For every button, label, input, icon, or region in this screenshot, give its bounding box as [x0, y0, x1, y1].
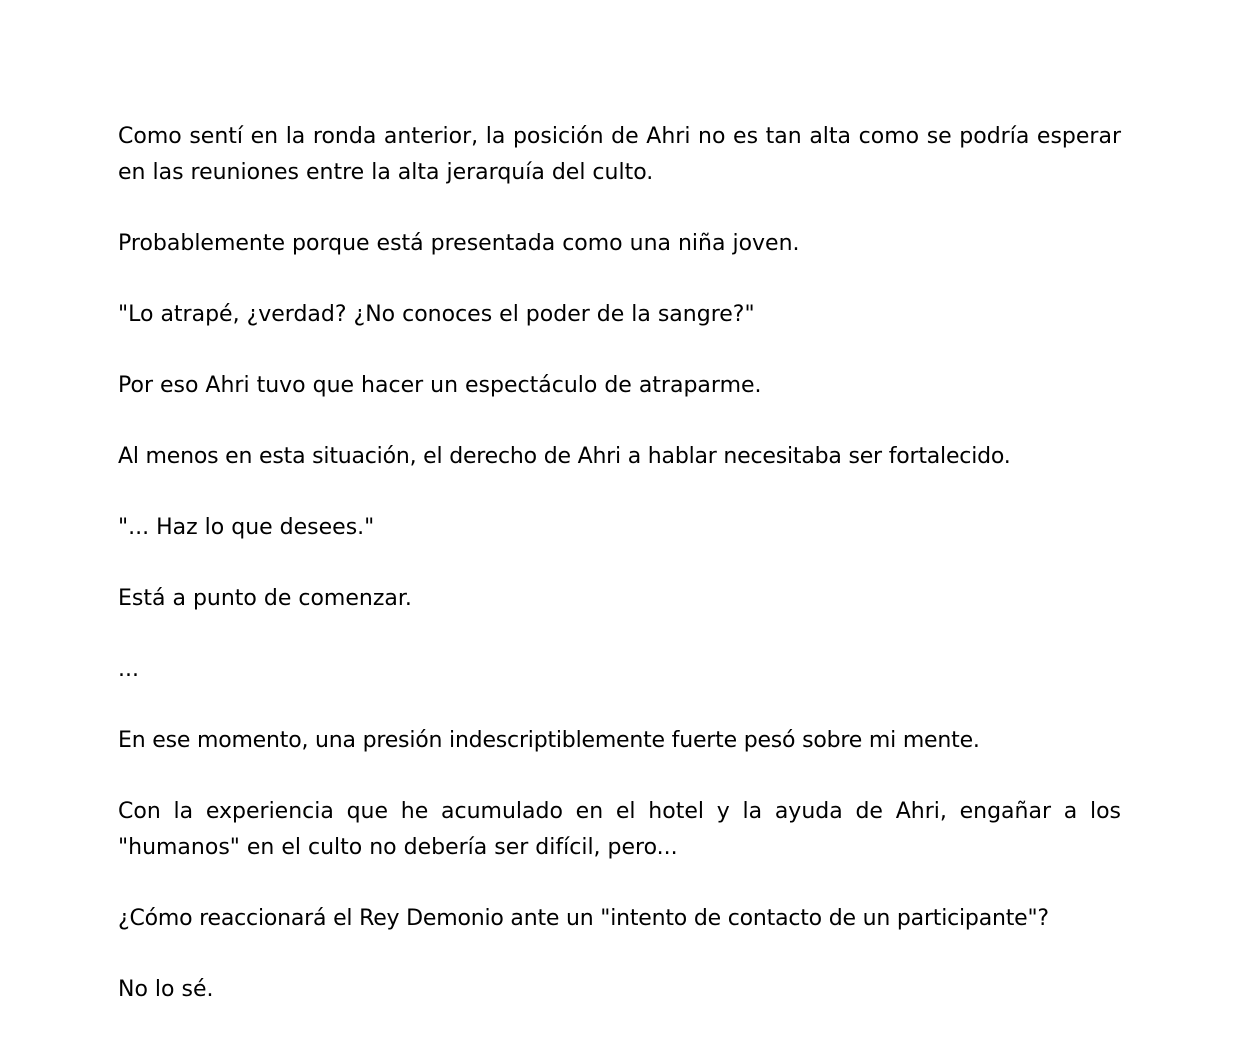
paragraph-9: En ese momento, una presión indescriptiblemente fuerte pesó sobre mi mente.: [118, 728, 980, 753]
paragraph-3: "Lo atrapé, ¿verdad? ¿No conoces el poder de la sangre?": [118, 302, 755, 327]
paragraph-11: ¿Cómo reaccionará el Rey Demonio ante un "intento de contacto de un participante"?: [118, 906, 1049, 931]
paragraph-2: Probablemente porque está presentada como una niña joven.: [118, 231, 800, 256]
paragraph-12: No lo sé.: [118, 977, 214, 1002]
document-page: [118, 119, 1121, 1043]
paragraph-7: Está a punto de comenzar.: [118, 586, 412, 611]
paragraph-6: "... Haz lo que desees.": [118, 515, 375, 540]
paragraph-4: Por eso Ahri tuvo que hacer un espectáculo de atraparme.: [118, 373, 762, 398]
paragraph-8: ...: [118, 657, 139, 682]
paragraph-1: Como sentí en la ronda anterior, la posición de Ahri no es tan alta como se podría esperar en las reuniones entre la alta jerarquía del culto.: [118, 124, 1121, 185]
paragraph-5: Al menos en esta situación, el derecho de Ahri a hablar necesitaba ser fortalecido.: [118, 444, 1011, 469]
paragraph-10: Con la experiencia que he acumulado en el hotel y la ayuda de Ahri, engañar a los "humanos" en el culto no debería ser difícil, pero...: [118, 799, 1121, 860]
